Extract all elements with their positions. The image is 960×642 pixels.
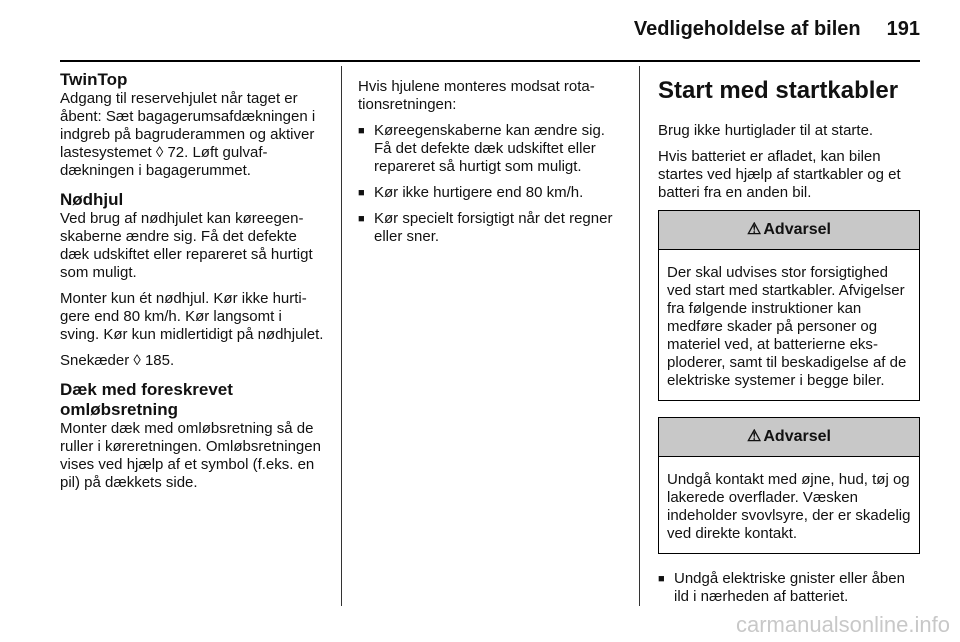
- paragraph: Monter dæk med omløbsretning så de ruller i køreretningen. Omløbsretningen vises ved hjælp af et symbol (f.eks. en pil) på dækkets side.: [60, 420, 321, 491]
- section-heading: TwinTop: [60, 70, 128, 89]
- column-2: [358, 78, 626, 254]
- paragraph: Ved brug af nødhjulet kan køreegenskaberne ændre sig. Få det defekte dæk udskiftet eller repareret så hurtigt som muligt.: [60, 210, 313, 281]
- warning-text: Der skal udvises stor forsigtighed ved start med startkabler. Afvigelser fra følgende instruktioner kan medføre skader på personer og materiel ved, at batterierne eksploderer, samt til beskadigelse af de elektriske systemer i begge biler.: [667, 264, 907, 389]
- section-daek: [60, 380, 325, 492]
- page-header: [634, 18, 920, 41]
- warning-triangle-icon: ⚠: [747, 428, 762, 445]
- list-item: ■ Kør ikke hurtigere end 80 km/h.: [358, 184, 626, 202]
- bullet-list: [658, 570, 920, 606]
- watermark: carmanualsonline.info: [735, 612, 950, 637]
- list-item: ■ Kør specielt forsigtigt når det regner eller sner.: [358, 210, 626, 246]
- page-title: Vedligeholdelse af bilen: [633, 18, 861, 40]
- header-rule: [60, 60, 920, 62]
- warning-label: Advarsel: [763, 428, 831, 445]
- paragraph: Hvis hjulene monteres modsat rotationsretningen:: [358, 78, 595, 113]
- warning-box: [658, 417, 920, 554]
- list-item: ■ Køreegenskaberne kan ændre sig. Få det defekte dæk udskiftet eller repareret så hurtigt som muligt.: [358, 122, 626, 176]
- paragraph: Snekæder ◊ 185.: [60, 352, 175, 369]
- section-twintop: [60, 70, 325, 180]
- paragraph: Monter kun ét nødhjul. Kør ikke hurtigere end 80 km/h. Kør langsomt i sving. Kør kun midlertidigt på nødhjulet.: [60, 290, 324, 343]
- column-divider-1: [341, 66, 342, 606]
- page-number: 191: [886, 18, 920, 40]
- paragraph: Adgang til reservehjulet når taget er åbent: Sæt bagagerumsafdækningen i indgreb på bagruderammen og aktiver lastesystemet ◊ 72. Løft gulvafdækningen i bagagerummet.: [60, 90, 316, 179]
- section-nodhjul: [60, 190, 325, 370]
- column-divider-2: [639, 66, 640, 606]
- warning-header: [659, 418, 919, 457]
- warning-label: Advarsel: [763, 221, 831, 238]
- warning-triangle-icon: ⚠: [747, 221, 762, 238]
- warning-box: [658, 210, 920, 401]
- list-item: ■ Undgå elektriske gnister eller åben ild i nærheden af batteriet.: [658, 570, 920, 606]
- warning-text: Undgå kontakt med øjne, hud, tøj og lakerede overflader. Væsken indeholder svovlsyre, der er skadelig ved direkte kontakt.: [667, 471, 911, 542]
- section-heading: Dæk med foreskrevet omløbsretning: [60, 380, 233, 419]
- paragraph: Brug ikke hurtiglader til at starte.: [658, 122, 874, 139]
- column-3: [658, 78, 920, 614]
- section-heading: Nødhjul: [60, 190, 124, 209]
- column-1: [60, 70, 325, 502]
- section-title: Start med startkabler: [658, 77, 899, 104]
- bullet-list: [358, 122, 626, 246]
- paragraph: Hvis batteriet er afladet, kan bilen startes ved hjælp af startkabler og et batteri fra en anden bil.: [658, 148, 901, 201]
- warning-header: [659, 211, 919, 250]
